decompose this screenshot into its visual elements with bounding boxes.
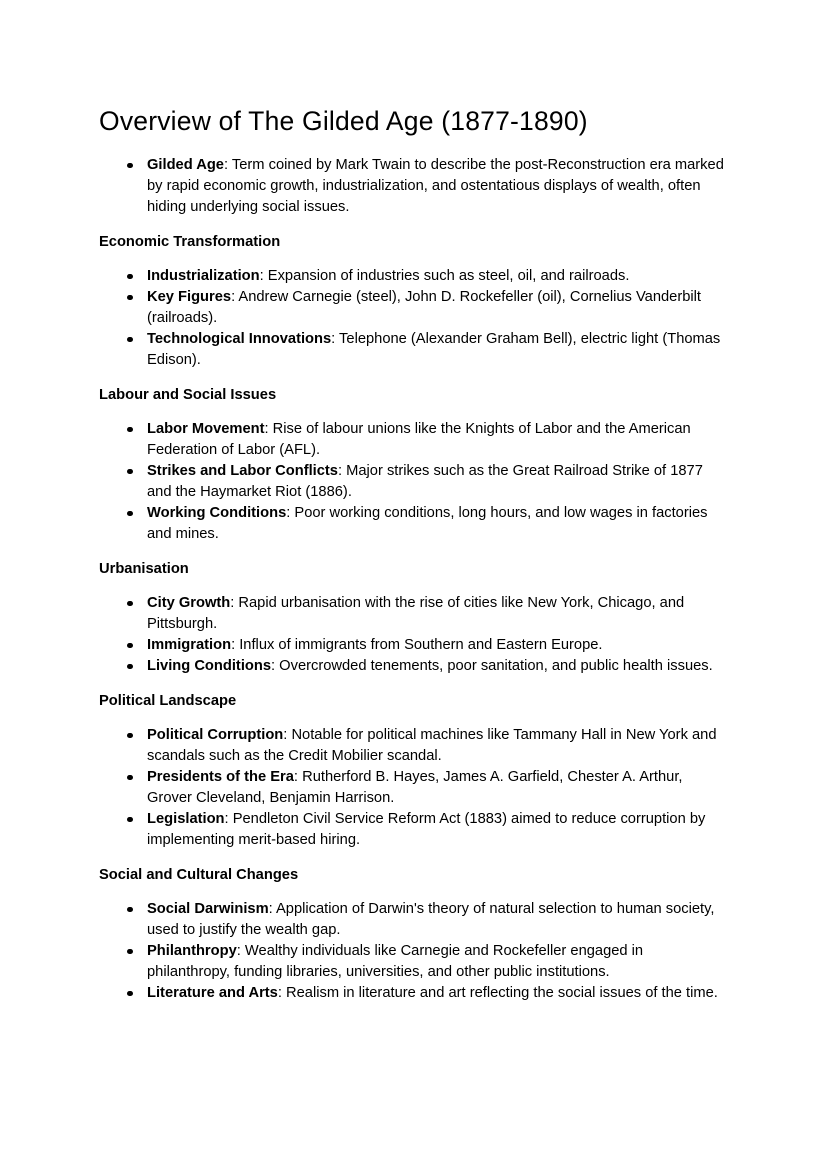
list-item-text: : Realism in literature and art reflecting the social issues of the time. bbox=[277, 985, 718, 1001]
list-item bbox=[99, 899, 729, 941]
bullet-icon bbox=[127, 907, 133, 913]
list-item-text: : Rapid urbanisation with the rise of cities like New York, Chicago, and Pittsburgh. bbox=[147, 595, 685, 632]
list-item-text: : Application of Darwin's theory of natural selection to human society, used to justify the wealth gap. bbox=[147, 901, 715, 938]
section-economic-transformation bbox=[99, 232, 729, 371]
list-item-text: : Rise of labour unions like the Knights of Labor and the American Federation of Labor (AFL). bbox=[147, 421, 691, 458]
bullet-icon bbox=[127, 337, 133, 343]
list-item-term: Legislation bbox=[147, 811, 225, 827]
bullet-icon bbox=[127, 817, 133, 823]
list-item-term: Key Figures bbox=[147, 289, 232, 305]
intro-bullet-list bbox=[99, 155, 729, 218]
bullet-icon bbox=[127, 163, 133, 169]
section-heading: Economic Transformation bbox=[99, 234, 281, 250]
bullet-icon bbox=[127, 469, 133, 475]
list-item bbox=[99, 635, 729, 656]
list-item bbox=[99, 656, 729, 677]
section-social-and-cultural-changes bbox=[99, 865, 729, 1004]
list-item bbox=[99, 287, 729, 329]
list-item bbox=[99, 767, 729, 809]
list-item-text: : Poor working conditions, long hours, and low wages in factories and mines. bbox=[147, 505, 708, 542]
bullet-icon bbox=[127, 949, 133, 955]
list-item bbox=[99, 461, 729, 503]
list-item-term: City Growth bbox=[147, 595, 231, 611]
bullet-list bbox=[99, 725, 729, 851]
bullet-icon bbox=[127, 664, 133, 670]
bullet-list bbox=[99, 593, 729, 677]
bullet-icon bbox=[127, 274, 133, 280]
list-item bbox=[99, 503, 729, 545]
list-item-term: Literature and Arts bbox=[147, 985, 278, 1001]
list-item-term: Immigration bbox=[147, 637, 232, 653]
bullet-icon bbox=[127, 601, 133, 607]
list-item-text: : Expansion of industries such as steel, oil, and railroads. bbox=[259, 268, 630, 284]
list-item-term: Gilded Age bbox=[147, 157, 224, 173]
document-title: Overview of The Gilded Age (1877-1890) bbox=[99, 106, 588, 136]
list-item-text: : Overcrowded tenements, poor sanitation, and public health issues. bbox=[271, 658, 713, 674]
bullet-icon bbox=[127, 775, 133, 781]
list-item-term: Labor Movement bbox=[147, 421, 265, 437]
bullet-icon bbox=[127, 643, 133, 649]
bullet-icon bbox=[127, 427, 133, 433]
list-item-text: : Notable for political machines like Tammany Hall in New York and scandals such as the Credit Mobilier scandal. bbox=[147, 727, 717, 764]
section-labour-and-social-issues bbox=[99, 385, 729, 545]
bullet-list bbox=[99, 419, 729, 545]
list-item-term: Working Conditions bbox=[147, 505, 287, 521]
list-item-term: Political Corruption bbox=[147, 727, 284, 743]
list-item bbox=[99, 419, 729, 461]
list-item-term: Industrialization bbox=[147, 268, 260, 284]
list-item-text: : Major strikes such as the Great Railroad Strike of 1877 and the Haymarket Riot (1886). bbox=[147, 463, 703, 500]
bullet-list bbox=[99, 899, 729, 1004]
list-item-term: Social Darwinism bbox=[147, 901, 269, 917]
section-heading: Labour and Social Issues bbox=[99, 387, 277, 403]
list-item bbox=[99, 725, 729, 767]
list-item bbox=[99, 593, 729, 635]
bullet-icon bbox=[127, 991, 133, 997]
list-item bbox=[99, 266, 729, 287]
section-political-landscape bbox=[99, 691, 729, 851]
list-item bbox=[99, 809, 729, 851]
section-heading: Social and Cultural Changes bbox=[99, 867, 299, 883]
list-item-text: : Influx of immigrants from Southern and Eastern Europe. bbox=[231, 637, 603, 653]
bullet-icon bbox=[127, 295, 133, 301]
section-heading: Political Landscape bbox=[99, 693, 237, 709]
list-item-text: : Wealthy individuals like Carnegie and Rockefeller engaged in philanthropy, funding libraries, universities, and other public institutions. bbox=[147, 943, 644, 980]
bullet-icon bbox=[127, 511, 133, 517]
list-item-text: : Term coined by Mark Twain to describe the post-Reconstruction era marked by rapid economic growth, industrialization, and ostentatious displays of wealth, often hiding underlying social issues. bbox=[147, 157, 724, 215]
list-item-term: Technological Innovations bbox=[147, 331, 332, 347]
section-heading: Urbanisation bbox=[99, 561, 189, 577]
list-item bbox=[99, 329, 729, 371]
list-item-text: : Rutherford B. Hayes, James A. Garfield, Chester A. Arthur, Grover Cleveland, Benjamin Harrison. bbox=[147, 769, 683, 806]
list-item bbox=[99, 983, 729, 1004]
list-item bbox=[99, 155, 729, 218]
list-item bbox=[99, 941, 729, 983]
list-item-term: Living Conditions bbox=[147, 658, 272, 674]
bullet-list bbox=[99, 266, 729, 371]
list-item-term: Presidents of the Era bbox=[147, 769, 294, 785]
section-urbanisation bbox=[99, 559, 729, 677]
bullet-icon bbox=[127, 733, 133, 739]
list-item-term: Philanthropy bbox=[147, 943, 237, 959]
list-item-text: : Telephone (Alexander Graham Bell), electric light (Thomas Edison). bbox=[147, 331, 721, 368]
list-item-term: Strikes and Labor Conflicts bbox=[147, 463, 338, 479]
list-item-text: : Pendleton Civil Service Reform Act (1883) aimed to reduce corruption by implementing merit-based hiring. bbox=[147, 811, 706, 848]
list-item-text: : Andrew Carnegie (steel), John D. Rockefeller (oil), Cornelius Vanderbilt (railroads). bbox=[147, 289, 702, 326]
